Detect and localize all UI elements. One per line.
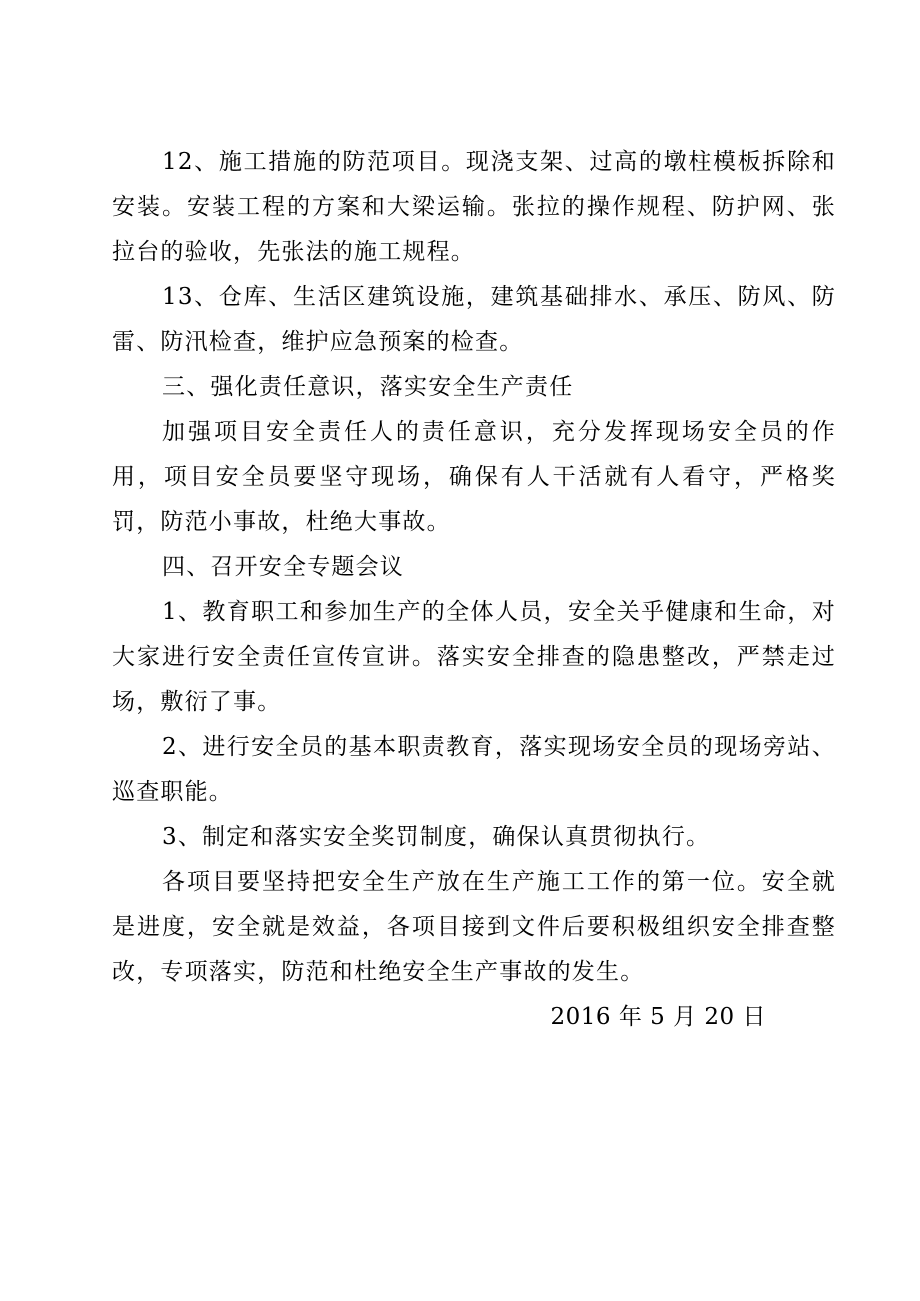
paragraph-item-13: 13、仓库、生活区建筑设施，建筑基础排水、承压、防风、防雷、防汛检查，维护应急预案的检查。 [112, 284, 836, 355]
closing-paragraph: 各项目要坚持把安全生产放在生产施工工作的第一位。安全就是进度，安全就是效益，各项目接到文件后要积极组织安全排查整改，专项落实，防范和杜绝安全生产事故的发生。 [112, 869, 836, 985]
paragraph-item-12: 12、施工措施的防范项目。现浇支架、过高的墩柱模板拆除和安装。安装工程的方案和大梁运输。张拉的操作规程、防护网、张拉台的验收，先张法的施工规程。 [112, 149, 836, 265]
section-4-item-1: 1、教育职工和参加生产的全体人员，安全关乎健康和生命，对大家进行安全责任宣传宣讲。落实安全排查的隐患整改，严禁走过场，敷衍了事。 [112, 599, 836, 715]
document-date: 2016 年 5 月 20 日 [550, 1004, 766, 1030]
section-heading-3: 三、强化责任意识，落实安全生产责任 [162, 374, 574, 400]
document-body [112, 140, 836, 1040]
section-4-item-3: 3、制定和落实安全奖罚制度，确保认真贯彻执行。 [162, 824, 711, 850]
section-4-item-2: 2、进行安全员的基本职责教育，落实现场安全员的现场旁站、巡查职能。 [112, 734, 836, 805]
section-heading-4: 四、召开安全专题会议 [162, 554, 404, 580]
section-3-paragraph: 加强项目安全责任人的责任意识，充分发挥现场安全员的作用，项目安全员要坚守现场，确保有人干活就有人看守，严格奖罚，防范小事故，杜绝大事故。 [112, 419, 836, 535]
